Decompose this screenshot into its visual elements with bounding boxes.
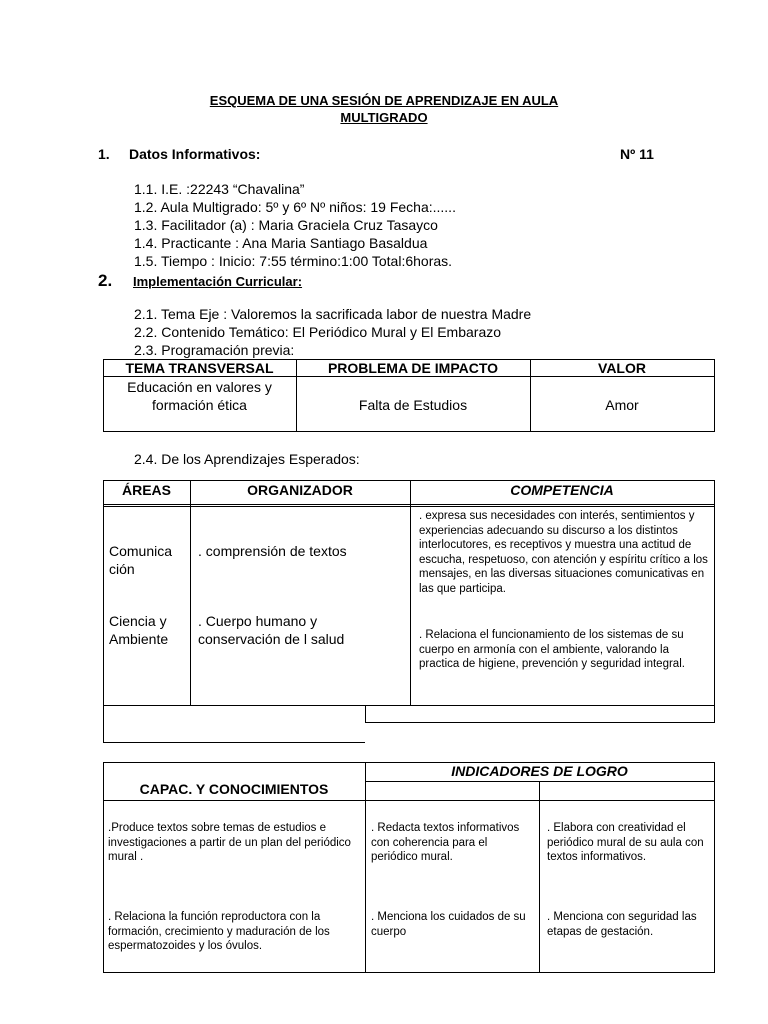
area-ciencia-line1: Ciencia y <box>109 613 167 629</box>
tema-line2: formación ética <box>152 397 247 413</box>
header-organizador: ORGANIZADOR <box>247 482 353 498</box>
datos-item-facilitador: 1.3. Facilitador (a) : Maria Graciela Cruz Tasayco <box>134 217 438 233</box>
problema-value: Falta de Estudios <box>358 397 468 413</box>
programacion-previa: 2.3. Programación previa: <box>134 342 295 358</box>
indicador2-row1: . Elabora con creatividad el periódico mural de su aula con textos informativos. <box>547 822 704 863</box>
competencia-comunicacion: . expresa sus necesidades con interés, sentimientos y experiencias adecuando su discurso a los distintos interlocutores, es receptivos y muestra una actitud de escucha, respetuoso, con atención y espíritu crítico a los mensajes, en las diversas situaciones comunicativas en las que participa. <box>419 510 708 595</box>
document-title-line1: ESQUEMA DE UNA SESIÓN DE APRENDIZAJE EN AULA <box>209 93 559 108</box>
contenido-tematico: 2.2. Contenido Temático: El Periódico Mural y El Embarazo <box>134 324 502 340</box>
datos-item-aula: 1.2. Aula Multigrado: 5º y 6º Nº niños: 19 Fecha:...... <box>134 199 456 215</box>
capac-row1: .Produce textos sobre temas de estudios e investigaciones a partir de un plan del periódico mural . <box>108 822 351 863</box>
organizador-cuerpo-line2: conservación de l salud <box>198 631 345 647</box>
organizador-comprension: . comprensión de textos <box>198 543 347 559</box>
indicador1-row2: . Menciona los cuidados de su cuerpo <box>371 911 526 938</box>
header-valor: VALOR <box>598 360 646 376</box>
header-tema-transversal: TEMA TRANSVERSAL <box>125 360 274 376</box>
indicador2-row2: . Menciona con seguridad las etapas de gestación. <box>547 911 697 938</box>
header-capacidades: CAPAC. Y CONOCIMIENTOS <box>139 781 329 797</box>
datos-item-ie: 1.1. I.E. :22243 “Chavalina” <box>134 181 305 197</box>
section2-number: 2. <box>98 271 113 290</box>
organizador-cuerpo-line1: . Cuerpo humano y <box>198 613 318 629</box>
session-number: Nº 11 <box>620 146 654 162</box>
valor-value: Amor <box>605 397 639 413</box>
header-competencia: COMPETENCIA <box>510 482 614 498</box>
header-problema-impacto: PROBLEMA DE IMPACTO <box>327 360 499 376</box>
header-areas: ÁREAS <box>121 482 171 498</box>
area-ciencia-line2: Ambiente <box>109 631 169 647</box>
aprendizajes-esperados: 2.4. De los Aprendizajes Esperados: <box>134 451 360 467</box>
area-comunicacion-line2: ción <box>109 561 135 577</box>
tema-eje: 2.1. Tema Eje : Valoremos la sacrificada labor de nuestra Madre <box>134 306 532 322</box>
tema-line1: Educación en valores y <box>127 379 272 395</box>
datos-item-practicante: 1.4. Practicante : Ana Maria Santiago Basaldua <box>134 235 428 251</box>
section2-label: Implementación Curricular: <box>133 274 303 289</box>
document-title-line2: MULTIGRADO <box>340 110 428 125</box>
area-comunicacion-line1: Comunica <box>109 543 173 559</box>
capac-row2: . Relaciona la función reproductora con la formación, crecimiento y maduración de los espermatozoides y los óvulos. <box>108 911 330 952</box>
header-indicadores: INDICADORES DE LOGRO <box>451 763 628 779</box>
datos-item-tiempo: 1.5. Tiempo : Inicio: 7:55 término:1:00 Total:6horas. <box>134 253 453 269</box>
section1-label: Datos Informativos: <box>129 146 261 162</box>
indicador1-row1: . Redacta textos informativos con coherencia para el periódico mural. <box>371 822 520 863</box>
section1-number: 1. <box>98 146 110 162</box>
competencia-ciencia: . Relaciona el funcionamiento de los sistemas de su cuerpo en armonía con el ambiente, valorando la practica de higiene, prevención y seguridad integral. <box>419 629 685 670</box>
